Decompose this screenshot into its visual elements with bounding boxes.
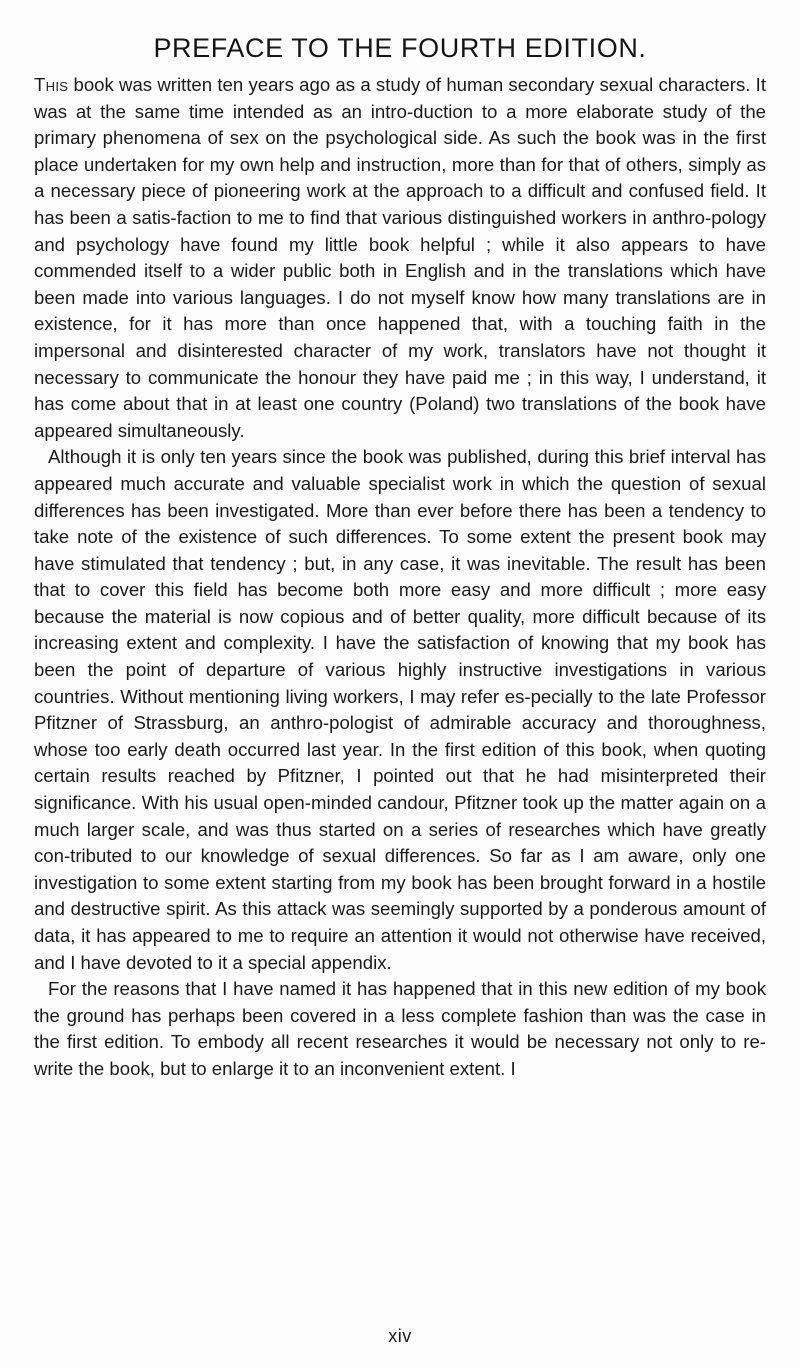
paragraph-2: Although it is only ten years since the book was published, during this brief interval has appeared much accurate and valuable specialist work in which the question of sexual differences has been investigated. More than ever before there has been a tendency to take note of the existence of such differences. To some extent the present book may have stimulated that tendency ; but, in any case, it was inevitable. The result has been that to cover this field has become both more easy and more difficult ; more easy because the material is now copious and of better quality, more difficult because of its increasing extent and complexity. I have the satisfaction of knowing that my book has been the point of departure of various highly instructive investigations in various countries. Without mentioning living workers, I may refer es-pecially to the late Professor Pfitzner of Strassburg, an anthro-pologist of admirable accuracy and thoroughness, whose too early death occurred last year. In the first edition of this book, when quoting certain results reached by Pfitzner, I pointed out that he had misinterpreted their significance. With his usual open-minded candour, Pfitzner took up the matter again on a much larger scale, and was thus started on a series of researches which have greatly con-tributed to our knowledge of sexual differences. So far as I am aware, only one investigation to some extent starting from my book has been brought forward in a hostile and destructive spirit. As this attack was seemingly supported by a ponderous amount of data, it has appeared to me to require an attention it would not otherwise have received, and I have devoted to it a special appendix. xyxy=(34,446,766,973)
preface-body xyxy=(34,72,766,1083)
paragraph-1-text: book was written ten years ago as a study of human secondary sexual characters. It was at the same time intended as an intro-duction to a more elaborate study of the primary phenomena of sex on the psychological side. As such the book was in the first place undertaken for my own help and instruction, more than for that of others, simply as a necessary piece of pioneering work at the approach to a difficult and confused field. It has been a satis-faction to me to find that various distinguished workers in anthro-pology and psychology have found my little book helpful ; while it also appears to have commended itself to a wider public both in English and in the translations which have been made into various languages. I do not myself know how many translations are in existence, for it has more than once happened that, with a touching faith in the impersonal and disinterested character of my work, translators have not thought it necessary to communicate the honour they have paid me ; in this way, I understand, it has come about that in at least one country (Poland) two translations of the book have appeared simultaneously. xyxy=(34,74,766,441)
paragraph-3: For the reasons that I have named it has happened that in this new edition of my book the ground has perhaps been covered in a less complete fashion than was the case in the first edition. To embody all recent researches it would be necessary not only to re-write the book, but to enlarge it to an inconvenient extent. I xyxy=(34,978,766,1079)
paragraph-1-lead-word: This xyxy=(34,74,69,95)
page-number: xiv xyxy=(388,1326,412,1346)
paragraph-1 xyxy=(34,72,766,444)
page-title: PREFACE TO THE FOURTH EDITION. xyxy=(153,33,647,63)
